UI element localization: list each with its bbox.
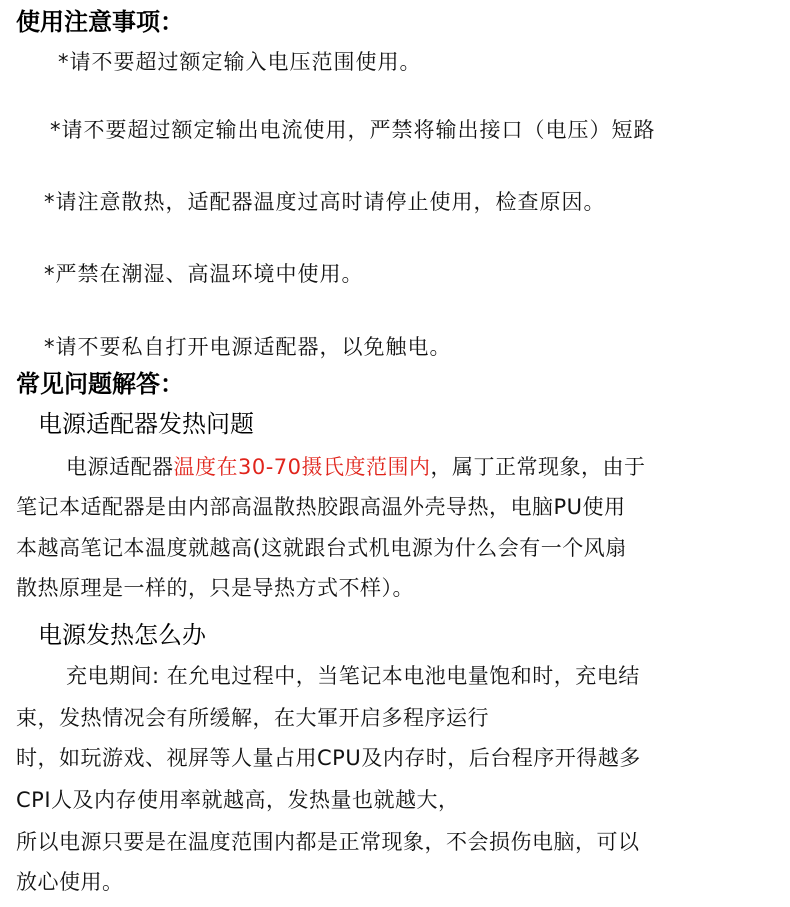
faq-q2-paragraph-line: 充电期间: 在允电过程中，当笔记本电池电量饱和时，充电结 [66,664,640,688]
usage-item: *严禁在潮湿、高温环境中使用。 [44,262,364,286]
faq-q1-paragraph-line: 本越高笔记本温度就越高(这就跟台式机电源为什么会有一个风扇 [16,536,627,560]
usage-item: *请注意散热，适配器温度过高时请停止使用，检查原因。 [44,190,606,214]
usage-item: *请不要私自打开电源适配器，以免触电。 [44,335,452,359]
faq-q2-paragraph-line: 束，发热情况会有所缓解，在大軍开启多程序运行 [16,706,489,730]
usage-title: 使用注意事项： [16,8,184,36]
faq-q1-paragraph-line [66,457,646,478]
usage-item: *请不要超过额定输出电流使用，严禁将输出接口（电压）短路 [50,118,656,142]
faq-q1-paragraph-line: 散热原理是一样的，只是导热方式不样）。 [16,576,414,600]
temperature-range-highlight: 温度在30-70摄氏度范围内 [173,455,431,479]
faq-q2-paragraph-line: 所以电源只要是在温度范围内都是正常现象，不会损伤电脑，可以 [16,830,640,854]
faq-q2-title: 电源发热怎么办 [38,621,206,649]
faq-q1-prefix: 电源适配器 [66,455,174,479]
faq-q2-paragraph-line: 放心使用。 [16,870,124,894]
faq-q1-paragraph-line: 笔记本适配器是由内部高温散热胶跟高温外壳导热，电脑PU使用 [16,495,626,519]
faq-title: 常见问题解答： [16,370,184,398]
faq-q2-paragraph-line: CPI人及内存使用率就越高，发热量也就越大， [16,788,460,812]
faq-q1-title: 电源适配器发热问题 [38,410,254,438]
faq-q1-suffix: ，属丁正常现象，由于 [430,455,646,479]
faq-q2-paragraph-line: 时，如玩游戏、视屏等人量占用CPU及内存时，后台程序开得越多 [16,746,641,770]
usage-item: *请不要超过额定输入电压范围使用。 [58,50,422,74]
